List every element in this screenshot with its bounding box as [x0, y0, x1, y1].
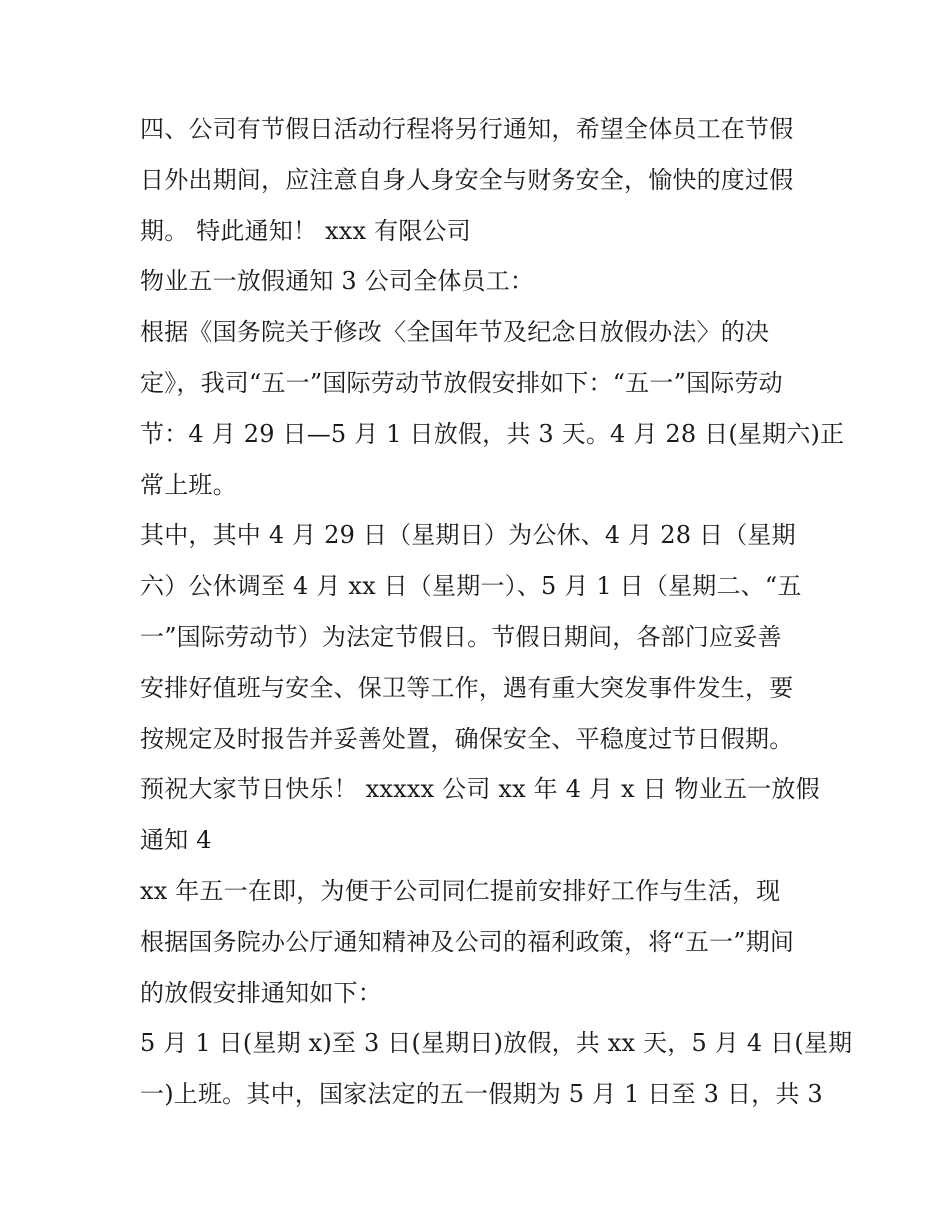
text-line: 根据国务院办公厅通知精神及公司的福利政策，将“五一”期间: [140, 927, 795, 956]
text-line: 一”国际劳动节）为法定节假日。节假日期间，各部门应妥善: [140, 622, 782, 651]
paragraph-notice-4-schedule: [140, 1018, 853, 1120]
paragraph-schedule-basis: [140, 307, 845, 510]
document-body: [140, 104, 853, 1120]
paragraph-holiday-notice-end: [140, 104, 820, 256]
paragraph-notice-4-intro: [140, 866, 820, 1018]
text-line: xx 年五一在即，为便于公司同仁提前安排好工作与生活，现: [140, 876, 781, 905]
text-line: 四、公司有节假日活动行程将另行通知，希望全体员工在节假: [140, 115, 794, 143]
text-line: 一)上班。其中，国家法定的五一假期为 5 月 1 日至 3 日，共 3: [140, 1080, 823, 1109]
text-line: 按规定及时报告并妥善处置，确保安全、平稳度过节日假期。: [140, 724, 794, 753]
text-line: 安排好值班与安全、保卫等工作，遇有重大突发事件发生，要: [140, 673, 794, 702]
text-line: 物业五一放假通知 3 公司全体员工：: [140, 267, 535, 296]
text-line: 根据《国务院关于修改〈全国年节及纪念日放假办法〉的决: [140, 318, 770, 347]
text-line: 其中，其中 4 月 29 日（星期日）为公休、4 月 28 日（星期: [140, 521, 796, 550]
paragraph-notice-3-heading: [140, 256, 820, 307]
text-line: 六）公休调至 4 月 xx 日（星期一）、5 月 1 日（星期二、“五: [140, 572, 802, 601]
text-line: 常上班。: [140, 470, 237, 499]
text-line: 期。 特此通知！ xxx 有限公司: [140, 216, 471, 245]
text-line: 定》，我司“五一”国际劳动节放假安排如下：“五一”国际劳动: [140, 368, 783, 397]
paragraph-schedule-details: [140, 510, 820, 866]
text-line: 5 月 1 日(星期 x)至 3 日(星期日)放假，共 xx 天，5 月 4 日(星期: [140, 1029, 853, 1058]
text-line: 通知 4: [140, 826, 212, 855]
text-line: 的放假安排通知如下：: [140, 978, 382, 1007]
text-line: 预祝大家节日快乐！ xxxxx 公司 xx 年 4 月 x 日 物业五一放假: [140, 775, 820, 804]
text-line: 节：4 月 29 日—5 月 1 日放假，共 3 天。4 月 28 日(星期六)正: [140, 419, 845, 448]
text-line: 日外出期间，应注意自身人身安全与财务安全，愉快的度过假: [140, 165, 794, 194]
